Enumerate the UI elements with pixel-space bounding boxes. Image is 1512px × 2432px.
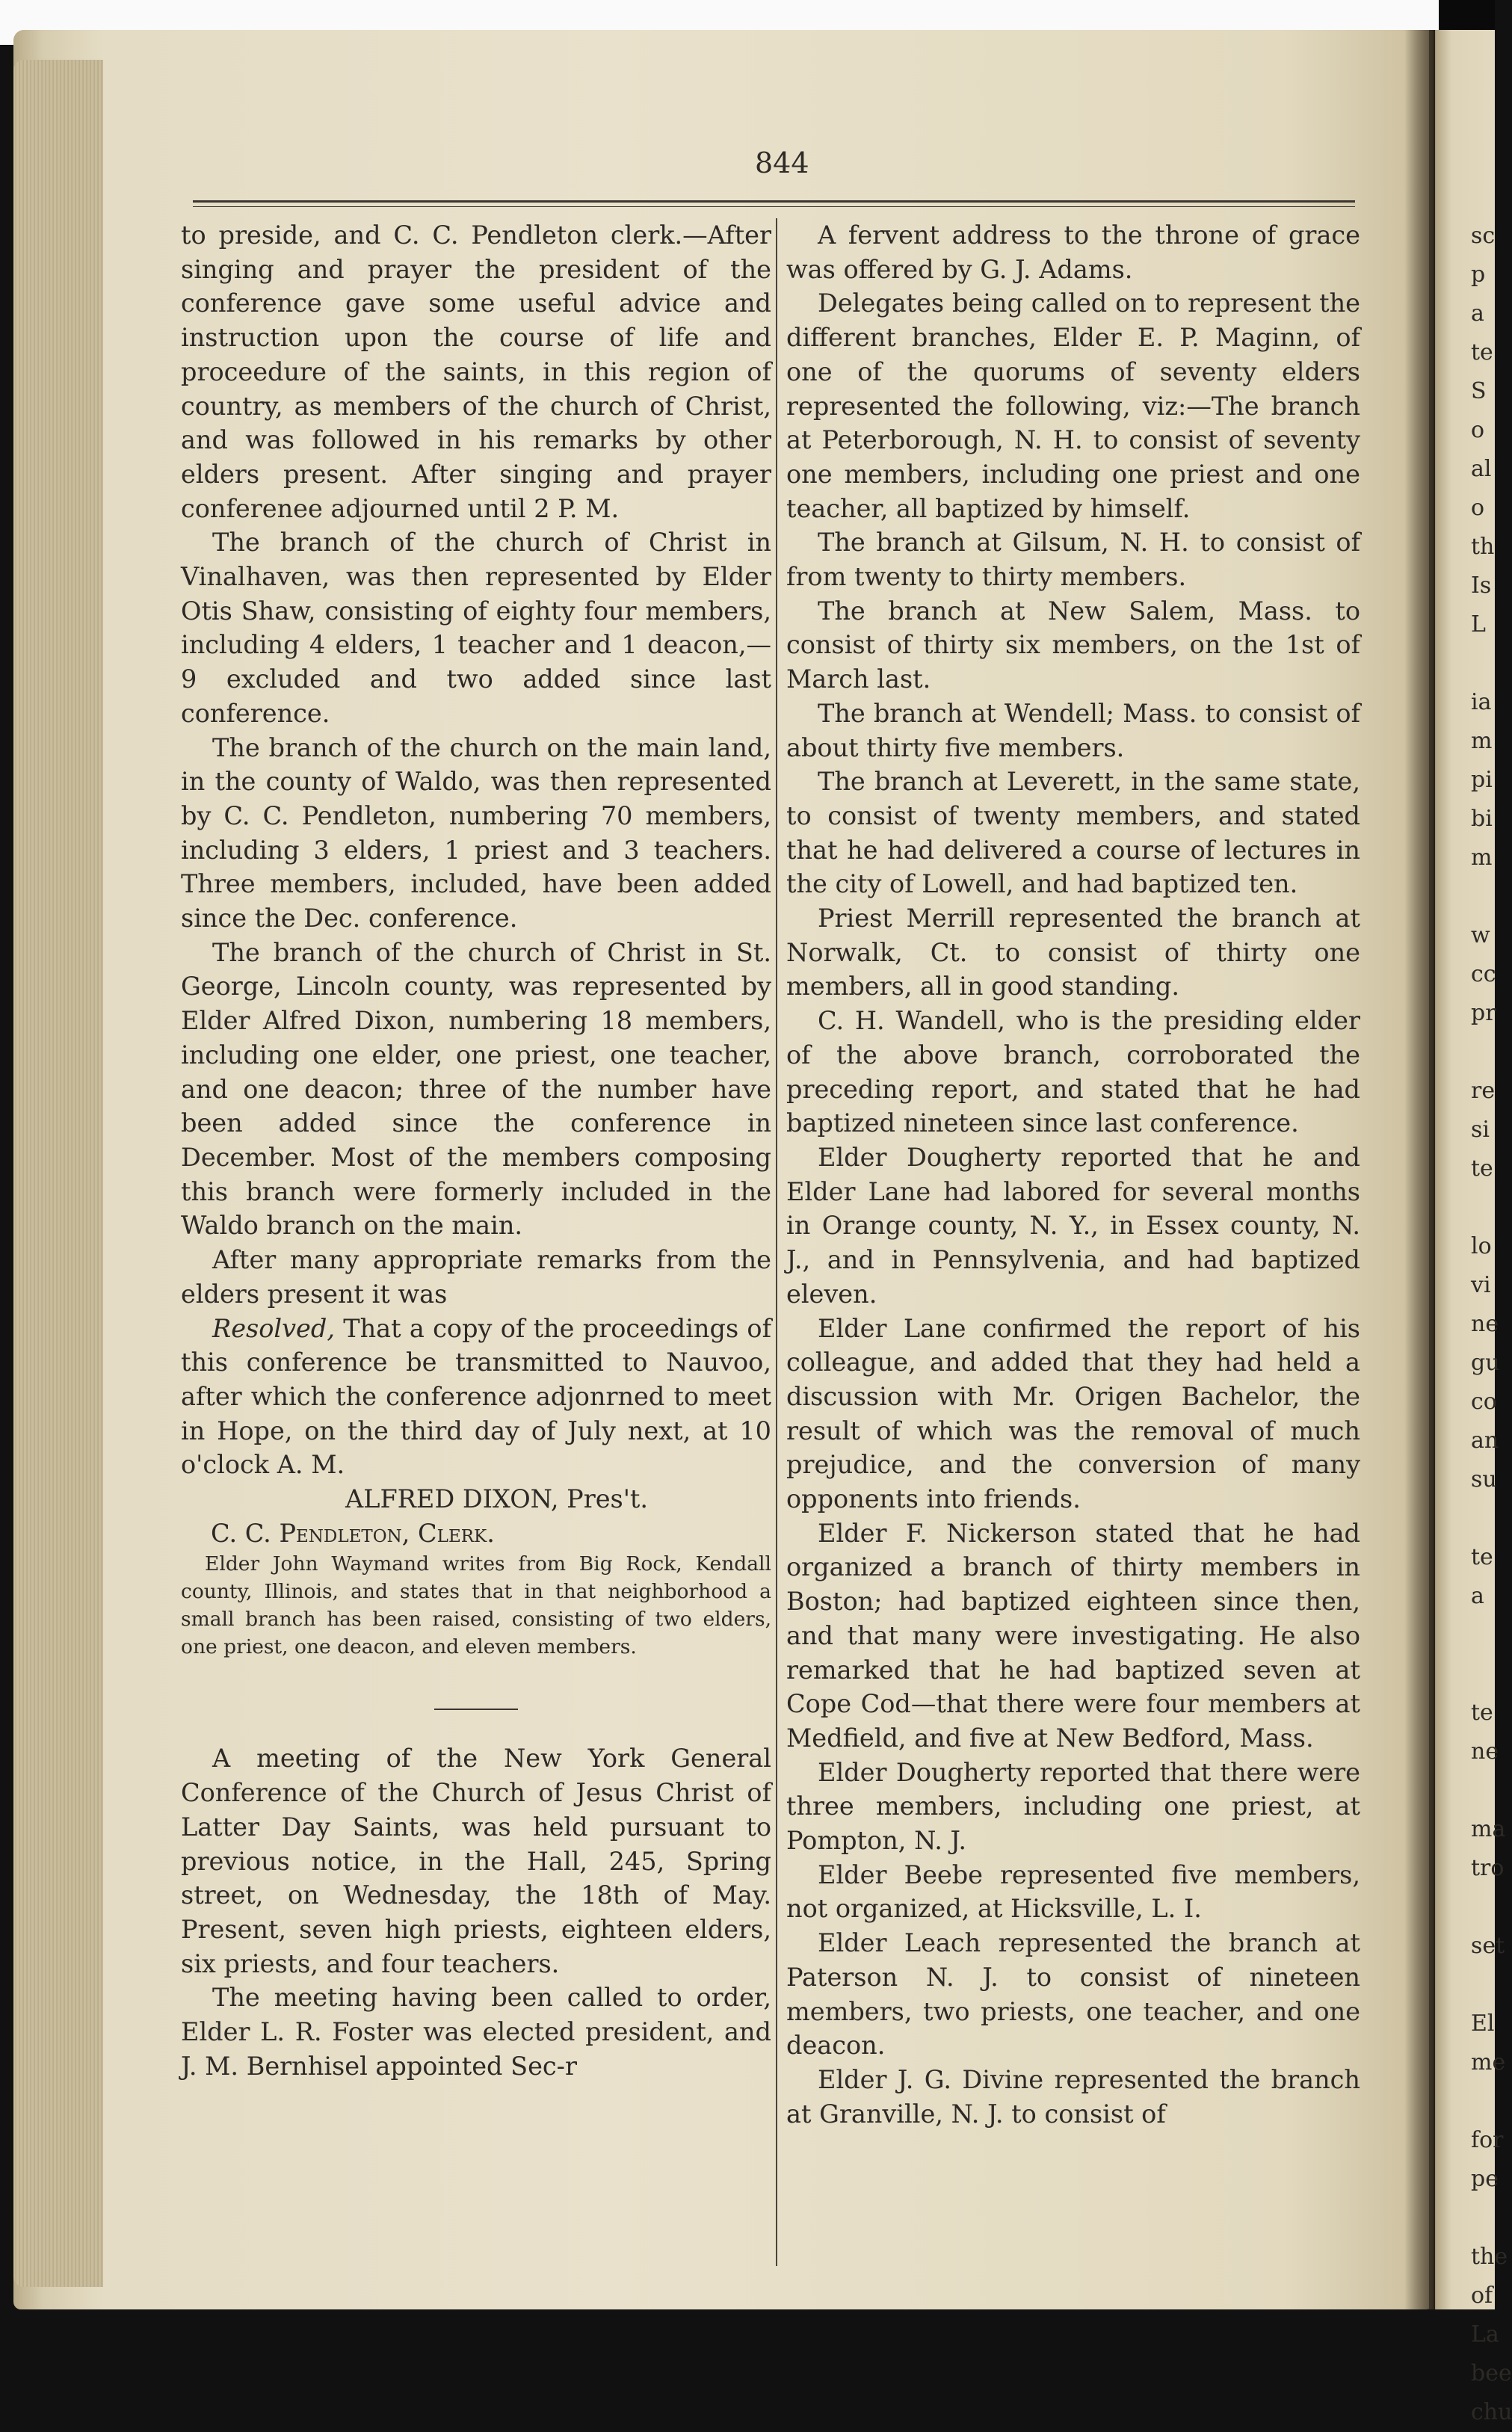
facing-page-fragment: te (1471, 1700, 1493, 1726)
facing-page-fragment: p (1471, 262, 1486, 288)
signature-president: ALFRED DIXON, Pres't. (345, 1484, 649, 1514)
facing-page-fragment: lo (1471, 1233, 1492, 1259)
facing-page-fragment (1471, 1499, 1495, 1538)
facing-page-fragment: for (1471, 2127, 1504, 2153)
facing-page-fragment: pi (1471, 767, 1493, 793)
facing-page-fragment (1471, 644, 1495, 683)
news-note: Elder John Waymand writes from Big Rock, Kendall county, Illinois, and states that in that neighborhood a small branch has been raised, consisting of two elders, one priest, one deacon, and eleven members. (181, 1552, 771, 1659)
header-rule (193, 200, 1355, 207)
facing-page-fragment: th (1471, 534, 1495, 560)
facing-page-fragment: cc (1471, 961, 1496, 987)
facing-page-fragment: La (1471, 2321, 1499, 2348)
paragraph: Elder Lane confirmed the report of his colleague, and added that they had held a discussion with Mr. Origen Bachelor, the result of which was the removal of much prejudice, and the conversion of many opponents into friends. (786, 1313, 1360, 1514)
facing-page-text-fragments (1471, 217, 1512, 2432)
facing-page-fragment (1471, 1188, 1495, 1227)
facing-page-fragment: su (1471, 1466, 1497, 1493)
facing-page-fragment: re (1471, 1078, 1496, 1104)
paragraph: The branch at New Salem, Mass. to consist of thirty six members, on the 1st of March last. (786, 596, 1360, 694)
facing-page-fragment: gu (1471, 1350, 1500, 1376)
page-edges (13, 60, 103, 2287)
resolution-text: That a copy of the proceedings of this conference be transmitted to Nauvoo, after which the conference adjonrned to meet in Hope, on the third day of July next, at 10 o'clock A. M. (181, 1313, 771, 1480)
facing-page-fragment (1471, 1771, 1495, 1810)
facing-page-fragment: te (1471, 1155, 1493, 1182)
facing-page-fragment: m (1471, 845, 1493, 871)
paragraph: The branch at Leverett, in the same state, to consist of twenty members, and stated that he had delivered a course of lectures in the city of Lowell, and had baptized ten. (786, 767, 1360, 899)
facing-page-fragment: L (1471, 611, 1486, 638)
paragraph: After many appropriate remarks from the elders present it was (181, 1245, 771, 1309)
facing-page-fragment: of (1471, 2283, 1493, 2309)
facing-page-fragment: ma (1471, 1816, 1506, 1842)
gutter-shadow (1405, 30, 1435, 2309)
facing-page-fragment: bee (1471, 2360, 1512, 2386)
facing-page-fragment (1471, 1655, 1495, 1694)
facing-page-fragment: vi (1471, 1272, 1491, 1298)
facing-page-fragment: al (1471, 456, 1492, 482)
paragraph: to preside, and C. C. Pendleton clerk.—After singing and prayer the president of the conference gave some useful advice and instruction upon the course of life and proceedure of the saints, in this region of country, as members of the church of Christ, and was followed in his remarks by other elders present. After singing and prayer conferenee adjourned until 2 P. M. (181, 220, 771, 523)
facing-page-fragment: S (1471, 378, 1487, 404)
section-separator (434, 1709, 518, 1710)
left-column (181, 218, 771, 2083)
facing-page-fragment: an (1471, 1428, 1499, 1454)
facing-page-fragment: o (1471, 495, 1485, 521)
facing-page-fragment: a (1471, 1583, 1484, 1609)
column-divider (776, 218, 777, 2266)
facing-page-fragment: pr (1471, 1000, 1496, 1026)
facing-page-fragment (1471, 1888, 1495, 1927)
facing-page-fragment: o (1471, 417, 1485, 443)
facing-page-fragment: a (1471, 300, 1484, 327)
paragraph: A meeting of the New York General Conference of the Church of Jesus Christ of Latter Day Saints, was held pursuant to previous notice, in the Hall, 245, Spring street, on Wednesday, the 18th of May. Present, seven high priests, eighteen elders, six priests, and four teachers. (181, 1744, 771, 1978)
facing-page-fragment: bi (1471, 806, 1493, 832)
facing-page-fragment: the (1471, 2244, 1508, 2270)
facing-page-fragment (1471, 1033, 1495, 1072)
paragraph: Elder F. Nickerson stated that he had organized a branch of thirty members in Boston; had baptized eighteen since then, and that many were investigating. He also remarked that he had baptized seven at Cope Cod—that there were four members at Medfield, and five at New Bedford, Mass. (786, 1518, 1360, 1753)
paragraph: Delegates being called on to represent the different branches, Elder E. P. Maginn, of one of the quorums of seventy elders represented the following, viz:—The branch at Peterborough, N. H. to consist of seventy one members, including one priest and one teacher, all baptized by himself. (786, 288, 1360, 523)
facing-page-fragment: Is (1471, 572, 1492, 599)
facing-page-fragment: El (1471, 2010, 1495, 2037)
paragraph: Elder J. G. Divine represented the branch at Granville, N. J. to consist of (786, 2064, 1360, 2129)
facing-page-fragment: ne (1471, 1311, 1499, 1337)
facing-page-fragment: si (1471, 1117, 1490, 1143)
paragraph: The branch at Gilsum, N. H. to consist of from twenty to thirty members. (786, 528, 1360, 592)
facing-page-fragment: te (1471, 1544, 1493, 1570)
facing-page-fragment (1471, 2199, 1495, 2238)
facing-page-fragment (1471, 1966, 1495, 2004)
facing-page-fragment: ia (1471, 689, 1492, 715)
facing-page-fragment: m (1471, 728, 1493, 754)
facing-page-fragment: co (1471, 1389, 1497, 1415)
facing-page-fragment: w (1471, 922, 1490, 948)
page-number: 844 (755, 146, 809, 179)
paragraph: C. H. Wandell, who is the presiding elder of the above branch, corroborated the preceding report, and stated that he had baptized nineteen since last conference. (786, 1006, 1360, 1138)
paragraph: The branch at Wendell; Mass. to consist of about thirty five members. (786, 698, 1360, 762)
paragraph: The branch of the church of Christ in Vinalhaven, was then represented by Elder Otis Shaw, consisting of eighty four members, including 4 elders, 1 teacher and 1 deacon,—9 excluded and two added since last conference. (181, 528, 771, 728)
facing-page-fragment: ne (1471, 1738, 1499, 1765)
paragraph: Elder Beebe represented five members, not organized, at Hicksville, L. I. (786, 1860, 1360, 1924)
paragraph: The meeting having been called to order, Elder L. R. Foster was elected president, and J. M. Bernhisel appointed Sec-r (181, 1983, 771, 2081)
resolved-lead: Resolved, (212, 1313, 335, 1343)
facing-page-fragment: set (1471, 1933, 1505, 1959)
paragraph: Elder Dougherty reported that there were three members, including one priest, at Pompton, N. J. (786, 1757, 1360, 1856)
paragraph: The branch of the church on the main land, in the county of Waldo, was then represented by C. C. Pendleton, numbering 70 members, including 3 elders, 1 priest and 3 teachers. Three members, included, have been added since the Dec. conference. (181, 732, 771, 933)
paragraph: A fervent address to the throne of grace was offered by G. J. Adams. (786, 220, 1360, 284)
right-column (786, 218, 1360, 2131)
facing-page-fragment: tro (1471, 1855, 1505, 1881)
facing-page-fragment: pe (1471, 2166, 1499, 2192)
paragraph: Priest Merrill represented the branch at Norwalk, Ct. to consist of thirty one members, all in good standing. (786, 904, 1360, 1001)
paragraph: The branch of the church of Christ in St. George, Lincoln county, was represented by Elder Alfred Dixon, numbering 18 members, including one elder, one priest, one teacher, and one deacon; three of the number have been added since the conference in December. Most of the members composing this branch were formerly included in the Waldo branch on the main. (181, 937, 771, 1241)
paragraph: Elder Leach represented the branch at Paterson N. J. to consist of nineteen members, two priests, one teacher, and one deacon. (786, 1928, 1360, 2061)
facing-page-fragment (1471, 1616, 1495, 1655)
facing-page-fragment: me (1471, 2049, 1506, 2075)
facing-page-fragment (1471, 2082, 1495, 2121)
facing-page-fragment: sc (1471, 223, 1496, 249)
facing-page-fragment (1471, 877, 1495, 916)
facing-page-fragment: te (1471, 339, 1493, 365)
facing-page-fragment: chu (1471, 2399, 1512, 2425)
paragraph: Elder Dougherty reported that he and Elder Lane had labored for several months in Orange county, N. Y., in Essex county, N. J., and in Pennsylvenia, and had baptized eleven. (786, 1142, 1360, 1309)
resolution-paragraph (181, 1312, 771, 1483)
signature-clerk: C. C. Pendleton, Clerk. (211, 1518, 495, 1548)
